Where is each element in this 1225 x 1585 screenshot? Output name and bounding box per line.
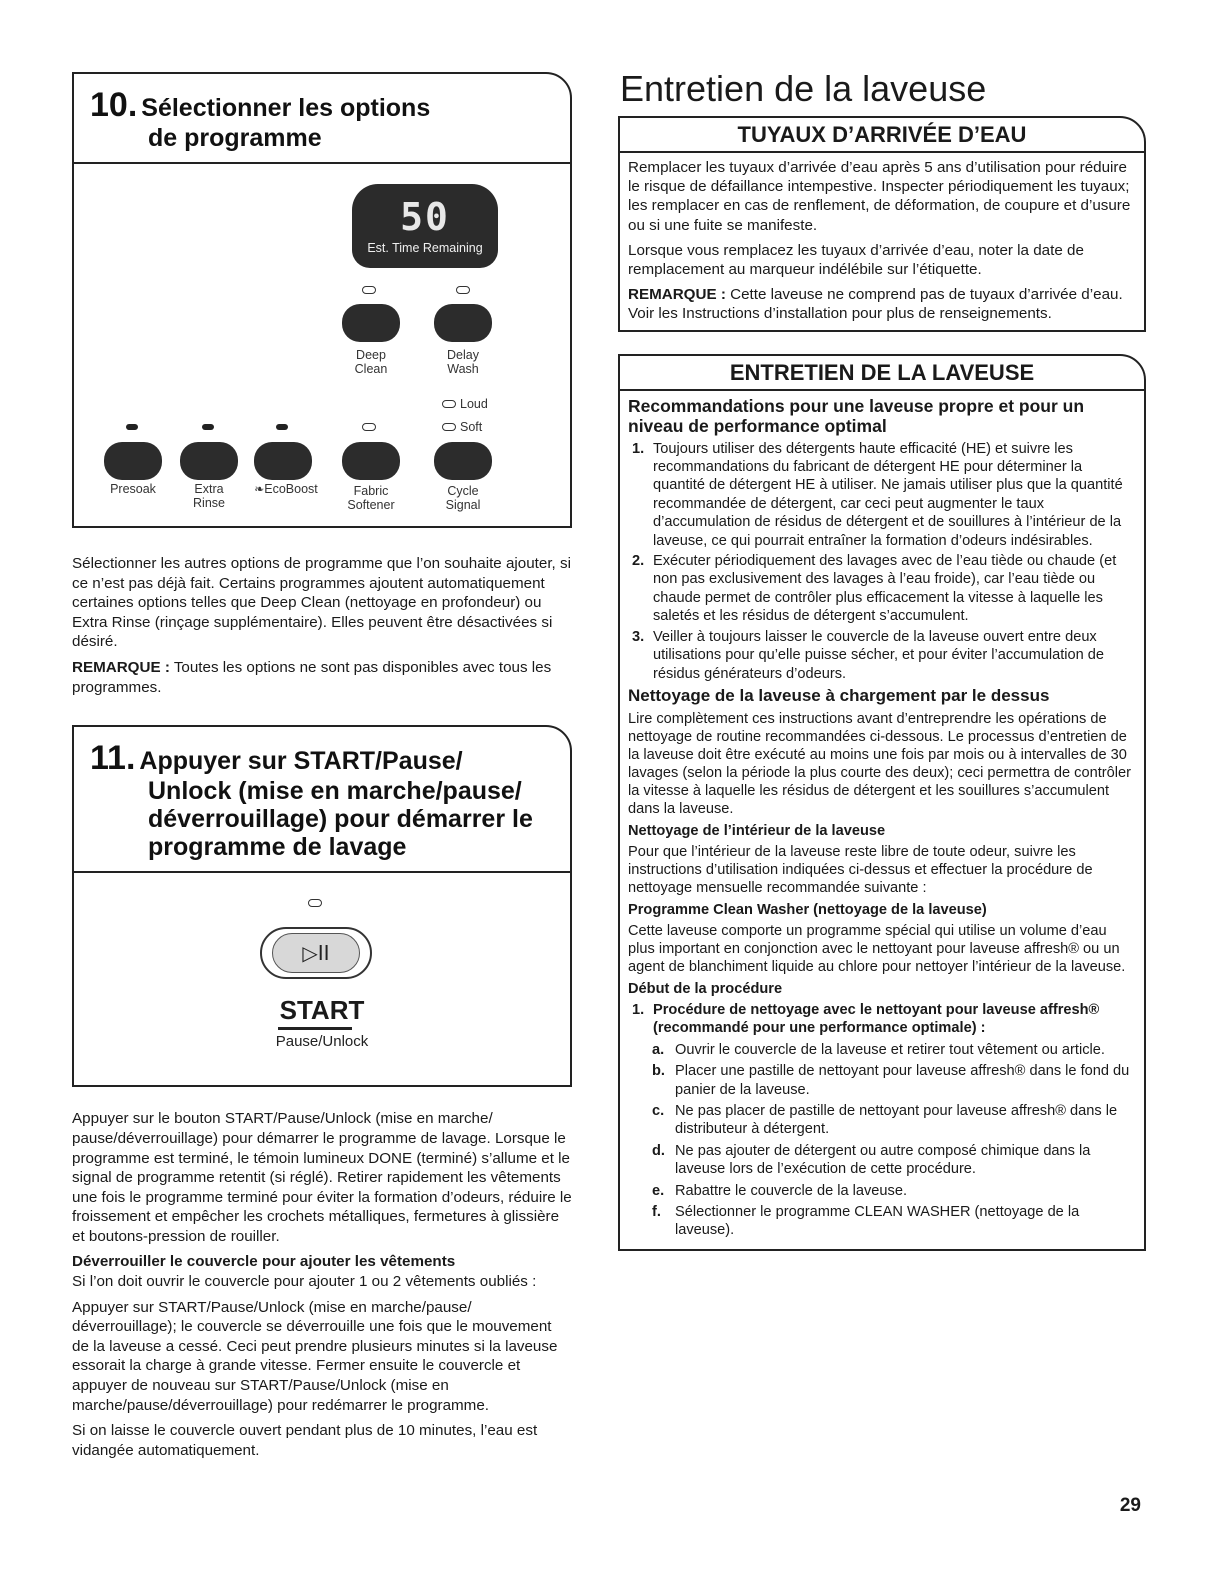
step-11-para3: Appuyer sur START/Pause/Unlock (mise en marche/pause/ déverrouillage); le couvercle se déverrouille une fois que le mouvement de la laveuse a cessé. Ceci peut prendre plusieurs minutes si la laveuse essorait la charge à grande vitesse. Fermer ensuite le couvercle et appuyer de nouveau sur START/Pause/Unlock (mise en marche/pause/déverrouillage) pour redémarrer le programme. — [72, 1298, 558, 1414]
step-11-para4: Si on laisse le couvercle ouvert pendant plus de 10 minutes, l’eau est vidangée automatiquement. — [72, 1422, 538, 1459]
substep-text: Sélectionner le programme CLEAN WASHER (nettoyage de la laveuse). — [675, 1203, 1080, 1239]
list-item — [628, 552, 1136, 626]
substep-letter: d. — [652, 1142, 665, 1159]
cycle-signal-label-1: Cycle — [447, 484, 479, 499]
deep-clean-button[interactable] — [342, 304, 400, 342]
step-10-note-text: Toutes les options ne sont pas disponibles avec tous les programmes. — [72, 659, 552, 696]
hoses-note-label: REMARQUE : — [628, 286, 726, 304]
list-item — [628, 440, 1136, 550]
step-10-title-line1: Sélectionner les options — [141, 94, 431, 122]
list-item-text: Veiller à toujours laisser le couvercle de la laveuse ouvert entre deux utilisations pour qu’elle puisse sécher, et pour éviter l’accumulation de résidus générateurs d’odeurs. — [653, 628, 1105, 682]
hoses-box — [618, 116, 1146, 332]
hoses-heading: TUYAUX D’ARRIVÉE D’EAU — [620, 118, 1144, 153]
care-list — [628, 440, 1136, 683]
delay-wash-led — [456, 286, 470, 294]
step-11-title — [90, 739, 556, 861]
substep-letter: f. — [652, 1203, 661, 1220]
care-sub1: Recommandations pour une laveuse propre et pour un niveau de performance optimal — [628, 395, 1085, 436]
hoses-note — [628, 285, 1136, 323]
extra-rinse-label — [180, 482, 238, 510]
step-10-note — [72, 658, 572, 697]
start-pause-button[interactable] — [260, 927, 372, 979]
procedure-substeps — [628, 1041, 1136, 1240]
step-11-title-line2: Unlock (mise en marche/pause/ — [148, 777, 522, 806]
substep-text: Ouvrir le couvercle de la laveuse et retirer tout vêtement ou article. — [675, 1041, 1105, 1058]
step-10-number: 10. — [90, 86, 138, 124]
step-11-para2: Si l’on doit ouvrir le couvercle pour ajouter 1 ou 2 vêtements oubliés : — [72, 1273, 537, 1291]
fabric-softener-label — [336, 484, 406, 512]
substep-text: Ne pas ajouter de détergent ou autre composé chimique dans la laveuse lors de l’exécution de cette procédure. — [675, 1142, 1091, 1178]
list-item-text: Exécuter périodiquement des lavages avec de l’eau tiède ou chaude (et non pas exclusivement des lavages à l’eau froide), car l’eau tiède ou chaude permet de contrôler plus efficacement la vitesse à laquelle les saletés et les résidus de détergent s’accumulent. — [653, 553, 1117, 625]
deep-clean-led — [362, 286, 376, 294]
step-10-text — [72, 554, 572, 697]
substep-text: Ne pas placer de pastille de nettoyant pour laveuse affresh® dans le distributeur à détergent. — [675, 1102, 1118, 1138]
time-display — [352, 184, 498, 268]
procedure-step-1 — [628, 1001, 1136, 1038]
delay-wash-label-1: Delay — [447, 348, 479, 363]
list-item-number: 2. — [632, 553, 645, 570]
soft-led — [442, 423, 456, 431]
delay-wash-label — [434, 348, 492, 376]
step-11-title-line1: Appuyer sur START/Pause/ — [139, 747, 463, 776]
care-sub5: Début de la procédure — [628, 980, 783, 997]
hoses-note-text: Cette laveuse ne comprend pas de tuyaux d’arrivée d’eau. Voir les Instructions d’installation pour plus de renseignements. — [628, 286, 1123, 323]
step-10-box — [72, 72, 572, 528]
care-sub3: Nettoyage de l’intérieur de la laveuse — [628, 822, 886, 839]
substep-item — [628, 1041, 1136, 1059]
presoak-label: Presoak — [110, 482, 156, 497]
loud-label: Loud — [460, 397, 488, 412]
start-underline — [278, 1027, 352, 1030]
substep-item — [628, 1102, 1136, 1139]
delay-wash-button[interactable] — [434, 304, 492, 342]
care-heading: ENTRETIEN DE LA LAVEUSE — [620, 356, 1144, 391]
care-body — [620, 391, 1144, 1249]
extra-rinse-button[interactable] — [180, 442, 238, 480]
care-interior-para: Pour que l’intérieur de la laveuse reste libre de toute odeur, suivre les instructions d’utilisation indiquées ci-dessus et effectuer la procédure de nettoyage mensuelle recommandée suivante : — [628, 843, 1093, 896]
care-clean-para: Lire complètement ces instructions avant d’entreprendre les opérations de nettoyage de routine recommandées ci-dessous. Le processus d’entretien de la laveuse doit être exécuté au moins une fois par mois ou à intervalles de 30 lavages (selon la période la plus courte des deux); ceci permettra de contrôler la vitesse à laquelle les résidus de détergent et les souillures s’accumulent dans la laveuse. — [628, 710, 1131, 817]
ecoboost-button[interactable] — [254, 442, 312, 480]
list-item — [628, 628, 1136, 683]
step-11-subheading-text: Déverrouiller le couvercle pour ajouter les vêtements — [72, 1253, 456, 1271]
step-11-number: 11. — [90, 739, 136, 778]
ecoboost-label — [246, 482, 326, 496]
deep-clean-label-2: Clean — [354, 362, 388, 377]
care-sub2: Nettoyage de la laveuse à chargement par le dessus — [628, 685, 1050, 705]
cycle-signal-label-2: Signal — [445, 498, 481, 513]
delay-wash-label-2: Wash — [447, 362, 479, 377]
left-column — [72, 72, 572, 1466]
presoak-indicator — [126, 424, 138, 430]
fabric-softener-button[interactable] — [342, 442, 400, 480]
step-10-header — [74, 74, 570, 164]
list-item-number: 1. — [632, 440, 645, 457]
list-item-number: 3. — [632, 628, 645, 645]
pause-unlock-label: Pause/Unlock — [275, 1033, 369, 1051]
cycle-signal-label — [434, 484, 492, 512]
substep-text: Rabattre le couvercle de la laveuse. — [675, 1182, 908, 1199]
hoses-p1: Remplacer les tuyaux d’arrivée d’eau après 5 ans d’utilisation pour réduire le risque de défaillance intempestive. Inspecter périodiquement les tuyaux; les remplacer en cas de renflement, de déformation, de coupure et d’usure ou si une fuite se manifeste. — [628, 159, 1131, 234]
step-11-subheading — [72, 1252, 572, 1272]
ecoboost-text: EcoBoost — [264, 482, 318, 497]
care-box — [618, 354, 1146, 1251]
list-item-text: Toujours utiliser des détergents haute efficacité (HE) et suivre les recommandations du fabricant de détergent HE pour déterminer la quantité de détergent HE à utiliser. Ne jamais utiliser plus que la quantité recommandée de détergent, car ceci peut augmenter le taux d’accumulation de résidus de détergent et de souillures à l’intérieur de la laveuse, ce qui pourrait entraîner la formation d’odeurs indésirables. — [653, 440, 1123, 549]
step-11-title-line3: déverrouillage) pour démarrer le — [148, 805, 533, 834]
fabric-softener-label-2: Softener — [347, 498, 395, 513]
step-11-box — [72, 725, 572, 1087]
soft-label: Soft — [460, 420, 483, 435]
substep-item — [628, 1182, 1136, 1200]
display-digits: 50 — [400, 195, 450, 240]
substep-letter: c. — [652, 1102, 665, 1119]
leaf-icon: ❧ — [254, 482, 265, 497]
step-10-note-label: REMARQUE : — [72, 659, 170, 677]
substep-item — [628, 1203, 1136, 1240]
display-label: Est. Time Remaining — [367, 241, 483, 256]
page-number: 29 — [1119, 1495, 1141, 1516]
substep-item — [628, 1142, 1136, 1179]
substep-letter: e. — [652, 1182, 665, 1199]
extra-rinse-label-2: Rinse — [193, 496, 225, 511]
hoses-p2: Lorsque vous remplacez les tuyaux d’arrivée d’eau, noter la date de remplacement au marqueur indélébile sur l’étiquette. — [628, 241, 1084, 279]
step-11-para1: Appuyer sur le bouton START/Pause/Unlock (mise en marche/ pause/déverrouillage) pour démarrer le programme de lavage. Lorsque le programme est terminé, le témoin lumineux DONE (terminé) s’allume et le signal de programme retentit (si réglé). Retirer rapidement les vêtements une fois le programme terminé pour éviter la formation d’odeurs, réduire le froissement et empêcher les crochets métalliques, fermetures à glissière et boutons-pression de rouiller. — [72, 1110, 572, 1245]
step-11-header — [74, 727, 570, 873]
ecoboost-indicator — [276, 424, 288, 430]
care-sub4: Programme Clean Washer (nettoyage de la laveuse) — [628, 901, 987, 918]
procedure-step-number: 1. — [632, 1001, 645, 1018]
substep-text: Placer une pastille de nettoyant pour laveuse affresh® dans le fond du panier de la laveuse. — [675, 1063, 1130, 1098]
care-program-para: Cette laveuse comporte un programme spécial qui utilise un volume d’eau plus important en conjonction avec le nettoyant pour laveuse affresh® ou un agent de blanchiment liquide au chlore pour nettoyer l’intérieur de la laveuse. — [628, 922, 1126, 975]
substep-letter: b. — [652, 1063, 665, 1080]
extra-rinse-label-1: Extra — [194, 482, 224, 497]
loud-led — [442, 400, 456, 408]
step-10-title-line2: de programme — [148, 124, 322, 153]
page-title: Entretien de la laveuse — [620, 68, 987, 109]
procedure-list — [628, 1001, 1136, 1038]
presoak-button[interactable] — [104, 442, 162, 480]
procedure-step-text: Procédure de nettoyage avec le nettoyant pour laveuse affresh® (recommandé pour une performance optimale) : — [653, 1001, 1100, 1037]
step-11-title-line4: programme de lavage — [148, 833, 407, 862]
right-column — [618, 68, 1146, 1267]
cycle-signal-button[interactable] — [434, 442, 492, 480]
substep-letter: a. — [652, 1041, 665, 1058]
substep-item — [628, 1062, 1136, 1099]
start-button-illustration — [74, 873, 570, 1085]
step-10-title — [90, 86, 556, 152]
fabric-softener-led — [362, 423, 376, 431]
start-label: START — [279, 995, 365, 1026]
extra-rinse-indicator — [202, 424, 214, 430]
hoses-body — [620, 153, 1144, 330]
deep-clean-label-1: Deep — [356, 348, 386, 363]
start-led — [308, 899, 322, 907]
fabric-softener-label-1: Fabric — [353, 484, 389, 499]
deep-clean-label — [342, 348, 400, 376]
step-10-paragraph: Sélectionner les autres options de programme que l’on souhaite ajouter, si ce n’est pas déjà fait. Certains programmes ajoutent automatiquement certaines options telles que Deep Clean (nettoyage en profondeur) ou Extra Rinse (rinçage supplémentaire). Elles peuvent être désactivées si désiré. — [72, 555, 571, 651]
control-panel-illustration — [74, 164, 570, 526]
step-11-text — [72, 1109, 572, 1460]
play-pause-icon: ▷II — [272, 933, 360, 973]
